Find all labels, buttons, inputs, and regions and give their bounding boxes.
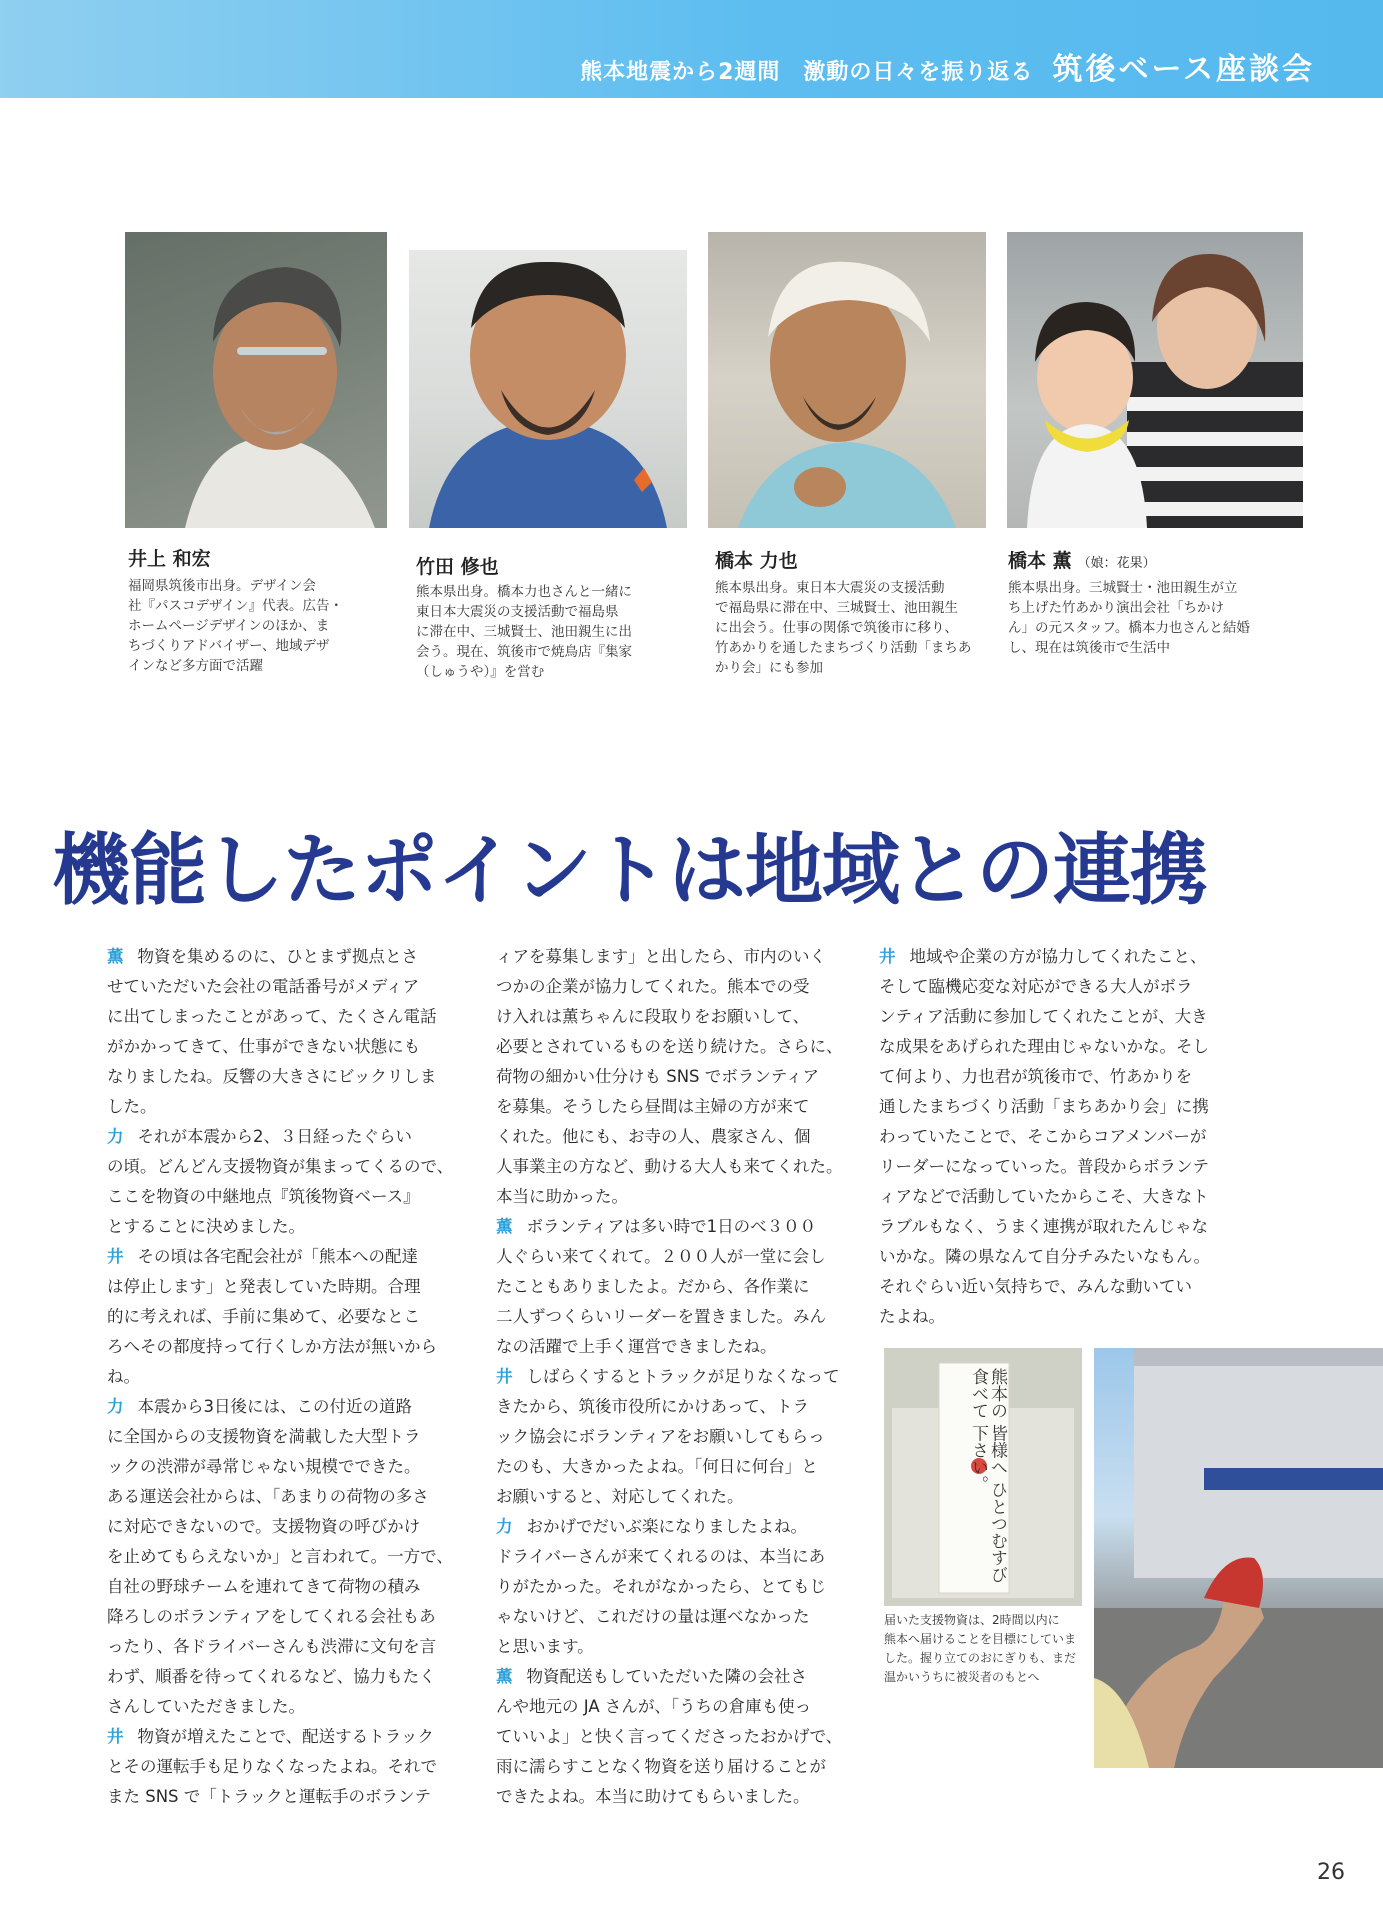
bio-line: で福島県に滞在中、三城賢士、池田親生 bbox=[715, 600, 958, 616]
body-line bbox=[496, 1542, 844, 1572]
portrait-photo-takeda bbox=[409, 250, 687, 528]
body-text: 通したまちづくり活動「まちあかり会」に携 bbox=[879, 1097, 1209, 1116]
body-text: くれた。他にも、お寺の人、農家さん、個 bbox=[496, 1127, 811, 1146]
header-bar bbox=[0, 0, 1383, 98]
body-line bbox=[107, 1062, 455, 1092]
person-name-inoue bbox=[128, 544, 211, 571]
body-line bbox=[496, 1242, 844, 1272]
body-text: おかげでだいぶ楽になりましたよね。 bbox=[526, 1517, 807, 1536]
body-text: ていいよ」と快く言ってくださったおかげで、 bbox=[496, 1727, 843, 1746]
body-text: なりましたね。反響の大きさにビックリしま bbox=[107, 1067, 437, 1086]
body-text: 人事業主の方など、動ける大人も来てくれた。 bbox=[496, 1157, 843, 1176]
body-line bbox=[107, 1542, 455, 1572]
bio-line: 熊本県出身。三城賢士・池田親生が立 bbox=[1008, 580, 1238, 596]
body-line bbox=[879, 1062, 1227, 1092]
note-line: 皆様へ bbox=[987, 1424, 1007, 1476]
bio-line: に出会う。仕事の関係で筑後市に移り、 bbox=[715, 620, 958, 636]
body-text: きたから、筑後市役所にかけあって、トラ bbox=[496, 1397, 810, 1416]
caption-line: 熊本へ届けることを目標にしていま bbox=[884, 1632, 1077, 1646]
body-text: できたよね。本当に助けてもらいました。 bbox=[496, 1787, 810, 1806]
body-line bbox=[496, 1182, 844, 1212]
body-text: 物資を集めるのに、ひとまず拠点とさ bbox=[137, 947, 418, 966]
body-text: たこともありましたよ。だから、各作業に bbox=[496, 1277, 810, 1296]
body-text: 本当に助かった。 bbox=[496, 1187, 628, 1206]
body-column-3 bbox=[879, 942, 1227, 1332]
bio-line: 会う。現在、筑後市で焼鳥店『集家 bbox=[416, 644, 632, 660]
name-text: 井上 和宏 bbox=[128, 548, 211, 570]
body-text: は停止します」と発表していた時期。合理 bbox=[107, 1277, 421, 1296]
body-line bbox=[879, 942, 1227, 972]
body-text: に全国からの支援物資を満載した大型トラ bbox=[107, 1427, 421, 1446]
body-text: 地域や企業の方が協力してくれたこと、 bbox=[909, 947, 1207, 966]
body-line bbox=[107, 1332, 455, 1362]
body-line bbox=[107, 1212, 455, 1242]
body-line bbox=[107, 972, 455, 1002]
speaker-mark: 薫 bbox=[496, 1217, 513, 1236]
name-text: 竹田 修也 bbox=[416, 556, 499, 578]
bio-line: 東日本大震災の支援活動で福島県 bbox=[416, 604, 619, 620]
body-line bbox=[107, 1512, 455, 1542]
body-text: 二人ずつくらいリーダーを置きました。みん bbox=[496, 1307, 826, 1326]
portrait-photo-inoue bbox=[125, 232, 387, 528]
body-text: いかな。隣の県なんて自分チみたいなもん。 bbox=[879, 1247, 1210, 1266]
body-text: 人ぐらい来てくれて。２００人が一堂に会し bbox=[496, 1247, 826, 1266]
bio-line: ん」の元スタッフ。橋本力也さんと結婚 bbox=[1008, 620, 1250, 636]
body-text: ドライバーさんが来てくれるのは、本当にあ bbox=[496, 1547, 826, 1566]
body-text: ンティア活動に参加してくれたことが、大き bbox=[879, 1007, 1208, 1026]
body-text: ね。 bbox=[107, 1367, 140, 1386]
body-text: を止めてもらえないか」と言われて。一方で、 bbox=[107, 1547, 453, 1566]
body-line bbox=[107, 1122, 455, 1152]
body-text: に対応できないので。支援物資の呼びかけ bbox=[107, 1517, 421, 1536]
person-name-rikiya bbox=[715, 546, 798, 573]
body-text: わず、順番を待ってくれるなど、協力もたく bbox=[107, 1667, 436, 1686]
body-line bbox=[879, 1212, 1227, 1242]
body-text: け入れは薫ちゃんに段取りをお願いして、 bbox=[496, 1007, 810, 1026]
body-line bbox=[107, 1482, 455, 1512]
body-line bbox=[107, 1662, 455, 1692]
bio-line: インなど多方面で活躍 bbox=[128, 658, 263, 674]
body-line bbox=[879, 972, 1227, 1002]
body-line bbox=[107, 1392, 455, 1422]
note-line: 熊本の bbox=[987, 1368, 1007, 1419]
body-text: んや地元の JA さんが、「うちの倉庫も使っ bbox=[496, 1697, 812, 1716]
bio-line: 竹あかりを通したまちづくり活動「まちあ bbox=[715, 640, 972, 656]
speaker-mark: 井 bbox=[879, 947, 896, 966]
caption-line: 届いた支援物資は、2時間以内に bbox=[884, 1613, 1060, 1627]
body-text: わっていたことで、そこからコアメンバーが bbox=[879, 1127, 1207, 1146]
body-text: リーダーになっていった。普段からボランテ bbox=[879, 1157, 1209, 1176]
body-line bbox=[107, 1182, 455, 1212]
body-line bbox=[496, 1422, 844, 1452]
body-text: ボランティアは多い時で1日のべ３００ bbox=[526, 1217, 817, 1236]
body-text: の頃。どんどん支援物資が集まってくるので、 bbox=[107, 1157, 454, 1176]
body-line bbox=[496, 1302, 844, 1332]
body-text: に出てしまったことがあって、たくさん電話 bbox=[107, 1007, 437, 1026]
body-line bbox=[879, 1242, 1227, 1272]
speaker-mark: 井 bbox=[107, 1247, 124, 1266]
speaker-mark: 井 bbox=[496, 1367, 513, 1386]
truck-photo bbox=[1094, 1348, 1383, 1768]
body-line bbox=[496, 1152, 844, 1182]
body-line bbox=[107, 1602, 455, 1632]
bio-line: 熊本県出身。橋本力也さんと一緒に bbox=[416, 584, 632, 600]
body-line bbox=[496, 1122, 844, 1152]
body-line bbox=[496, 1512, 844, 1542]
body-line bbox=[496, 1602, 844, 1632]
body-text: 物資配送もしていただいた隣の会社さ bbox=[526, 1667, 807, 1686]
body-line bbox=[496, 1092, 844, 1122]
body-text: て何より、力也君が筑後市で、竹あかりを bbox=[879, 1067, 1193, 1086]
body-text: がかかってきて、仕事ができない状態にも bbox=[107, 1037, 421, 1056]
speaker-mark: 井 bbox=[107, 1727, 124, 1746]
note-line: ひとつむすび bbox=[987, 1480, 1007, 1583]
body-text: と思います。 bbox=[496, 1637, 594, 1656]
body-line bbox=[496, 1332, 844, 1362]
main-headline: 機能したポイントは地域との連携 bbox=[52, 825, 1208, 916]
body-line bbox=[107, 1032, 455, 1062]
bio-line: 熊本県出身。東日本大震災の支援活動 bbox=[715, 580, 945, 596]
bio-line: し、現在は筑後市で生活中 bbox=[1008, 640, 1170, 656]
speaker-mark: 力 bbox=[107, 1397, 124, 1416]
note-line: 食べて bbox=[968, 1368, 988, 1419]
body-line bbox=[496, 1572, 844, 1602]
body-line bbox=[496, 1032, 844, 1062]
portrait-photo-rikiya bbox=[708, 232, 986, 528]
body-text: お願いすると、対応してくれた。 bbox=[496, 1487, 744, 1506]
body-text: 物資が増えたことで、配送するトラック bbox=[137, 1727, 434, 1746]
body-line bbox=[496, 1452, 844, 1482]
person-bio-kaoru bbox=[1008, 578, 1250, 658]
header-subtitle: 熊本地震から2週間 激動の日々を振り返る bbox=[580, 60, 1034, 85]
body-text: たよね。 bbox=[879, 1307, 945, 1326]
body-line bbox=[496, 1722, 844, 1752]
body-line bbox=[496, 1212, 844, 1242]
body-column-1 bbox=[107, 942, 455, 1812]
person-name-kaoru bbox=[1008, 546, 1156, 573]
photo-caption bbox=[884, 1611, 1094, 1687]
body-line bbox=[107, 1782, 455, 1812]
body-line bbox=[107, 1632, 455, 1662]
bio-line: かり会」にも参加 bbox=[715, 660, 823, 676]
body-line bbox=[496, 1782, 844, 1812]
body-line bbox=[496, 972, 844, 1002]
note-line: 下さい。 bbox=[968, 1424, 988, 1493]
body-line bbox=[107, 1692, 455, 1722]
body-line bbox=[107, 1572, 455, 1602]
body-text: 荷物の細かい仕分けも SNS でボランティア bbox=[496, 1067, 819, 1086]
person-bio-rikiya bbox=[715, 578, 971, 678]
body-text: ック協会にボランティアをお願いしてもらっ bbox=[496, 1427, 825, 1446]
body-text: 必要とされているものを送り続けた。さらに、 bbox=[496, 1037, 843, 1056]
body-text: ろへその都度持って行くしか方法が無いから bbox=[107, 1337, 437, 1356]
caption-line: 温かいうちに被災者のもとへ bbox=[884, 1670, 1040, 1684]
body-text: な成果をあげられた理由じゃないかな。そし bbox=[879, 1037, 1209, 1056]
bio-line: ホームページデザインのほか、ま bbox=[128, 618, 330, 634]
body-line bbox=[107, 1152, 455, 1182]
body-line bbox=[107, 1242, 455, 1272]
body-line bbox=[107, 1362, 455, 1392]
bio-line: ちづくりアドバイザー、地域デザ bbox=[128, 638, 330, 654]
body-text: そして臨機応変な対応ができる大人がボラ bbox=[879, 977, 1193, 996]
speaker-mark: 薫 bbox=[107, 947, 124, 966]
body-text: 本震から3日後には、この付近の道路 bbox=[137, 1397, 412, 1416]
person-bio-inoue bbox=[128, 576, 343, 676]
body-text: ックの渋滞が尋常じゃない規模でできた。 bbox=[107, 1457, 421, 1476]
name-text: 橋本 力也 bbox=[715, 550, 798, 572]
body-line bbox=[496, 1272, 844, 1302]
body-text: なの活躍で上手く運営できましたね。 bbox=[496, 1337, 777, 1356]
body-text: せていただいた会社の電話番号がメディア bbox=[107, 977, 420, 996]
body-line bbox=[879, 1302, 1227, 1332]
body-text: それが本震から2、３日経ったぐらい bbox=[137, 1127, 412, 1146]
body-text: また SNS で「トラックと運転手のボランテ bbox=[107, 1787, 431, 1806]
person-bio-takeda bbox=[416, 582, 632, 682]
body-text: それぐらい近い気持ちで、みんな動いてい bbox=[879, 1277, 1193, 1296]
bio-line: （しゅうや）』を営む bbox=[416, 664, 545, 680]
body-text: した。 bbox=[107, 1097, 157, 1116]
body-text: ィアを募集します」と出したら、市内のいく bbox=[496, 947, 826, 966]
body-text: しばらくするとトラックが足りなくなって bbox=[526, 1367, 840, 1386]
body-text: 降ろしのボランティアをしてくれる会社もあ bbox=[107, 1607, 436, 1626]
body-line bbox=[496, 1362, 844, 1392]
body-line bbox=[879, 1182, 1227, 1212]
body-text: ィアなどで活動していたからこそ、大きなト bbox=[879, 1187, 1209, 1206]
page-number: 26 bbox=[1317, 1860, 1345, 1885]
body-line bbox=[107, 1092, 455, 1122]
body-text: りがたかった。それがなかったら、とてもじ bbox=[496, 1577, 826, 1596]
body-text: 自社の野球チームを連れてきて荷物の積み bbox=[107, 1577, 421, 1596]
bio-line: 社『パスコデザイン』代表。広告・ bbox=[128, 598, 344, 614]
body-text: さんしていただきました。 bbox=[107, 1697, 305, 1716]
body-text: を募集。そうしたら昼間は主婦の方が来て bbox=[496, 1097, 810, 1116]
body-line bbox=[496, 1062, 844, 1092]
body-text: とすることに決めました。 bbox=[107, 1217, 305, 1236]
body-line bbox=[496, 1002, 844, 1032]
bio-line: 福岡県筑後市出身。デザイン会 bbox=[128, 578, 317, 594]
body-line bbox=[107, 1722, 455, 1752]
body-text: つかの企業が協力してくれた。熊本での受 bbox=[496, 977, 810, 996]
body-text: たのも、大きかったよね。「何日に何台」と bbox=[496, 1457, 818, 1476]
body-line bbox=[107, 1422, 455, 1452]
speaker-mark: 薫 bbox=[496, 1667, 513, 1686]
body-line bbox=[496, 1392, 844, 1422]
body-line bbox=[496, 1482, 844, 1512]
body-line bbox=[496, 1632, 844, 1662]
body-line bbox=[879, 1092, 1227, 1122]
body-line bbox=[496, 1692, 844, 1722]
caption-line: した。握り立てのおにぎりも、まだ bbox=[884, 1651, 1077, 1665]
body-text: とその運転手も足りなくなったよね。それで bbox=[107, 1757, 437, 1776]
body-line bbox=[107, 1302, 455, 1332]
handwritten-note bbox=[944, 1368, 1006, 1593]
relief-goods-photo bbox=[884, 1348, 1082, 1606]
person-name-takeda bbox=[416, 552, 499, 579]
body-text: ゃないけど、これだけの量は運べなかった bbox=[496, 1607, 810, 1626]
name-text: 橋本 薫 bbox=[1008, 550, 1072, 572]
body-line bbox=[496, 1662, 844, 1692]
body-text: その頃は各宅配会社が「熊本への配達 bbox=[137, 1247, 418, 1266]
body-line bbox=[496, 1752, 844, 1782]
body-text: ここを物資の中継地点『筑後物資ベース』 bbox=[107, 1187, 420, 1206]
body-line bbox=[879, 1272, 1227, 1302]
body-text: 的に考えれば、手前に集めて、必要なとこ bbox=[107, 1307, 421, 1326]
body-text: ったり、各ドライバーさんも渋滞に文句を言 bbox=[107, 1637, 437, 1656]
body-text: ラブルもなく、うまく連携が取れたんじゃな bbox=[879, 1217, 1209, 1236]
header-title: 筑後ベース座談会 bbox=[1052, 52, 1315, 87]
body-text: 雨に濡らすことなく物資を送り届けることが bbox=[496, 1757, 826, 1776]
bio-line: に滞在中、三城賢士、池田親生に出 bbox=[416, 624, 632, 640]
body-line bbox=[879, 1122, 1227, 1152]
name-note: （娘：花果） bbox=[1077, 556, 1156, 571]
bio-line: ち上げた竹あかり演出会社「ちかけ bbox=[1008, 600, 1224, 616]
body-line bbox=[107, 1752, 455, 1782]
body-line bbox=[879, 1152, 1227, 1182]
body-column-2 bbox=[496, 942, 844, 1812]
body-line bbox=[107, 1002, 455, 1032]
speaker-mark: 力 bbox=[496, 1517, 513, 1536]
body-text: ある運送会社からは、「あまりの荷物の多さ bbox=[107, 1487, 429, 1506]
speaker-mark: 力 bbox=[107, 1127, 124, 1146]
body-line bbox=[879, 1002, 1227, 1032]
body-line bbox=[107, 1452, 455, 1482]
portrait-photo-kaoru bbox=[1007, 232, 1303, 528]
body-line bbox=[107, 1272, 455, 1302]
body-line bbox=[496, 942, 844, 972]
header-text bbox=[580, 44, 1315, 88]
body-line bbox=[107, 942, 455, 972]
body-line bbox=[879, 1032, 1227, 1062]
